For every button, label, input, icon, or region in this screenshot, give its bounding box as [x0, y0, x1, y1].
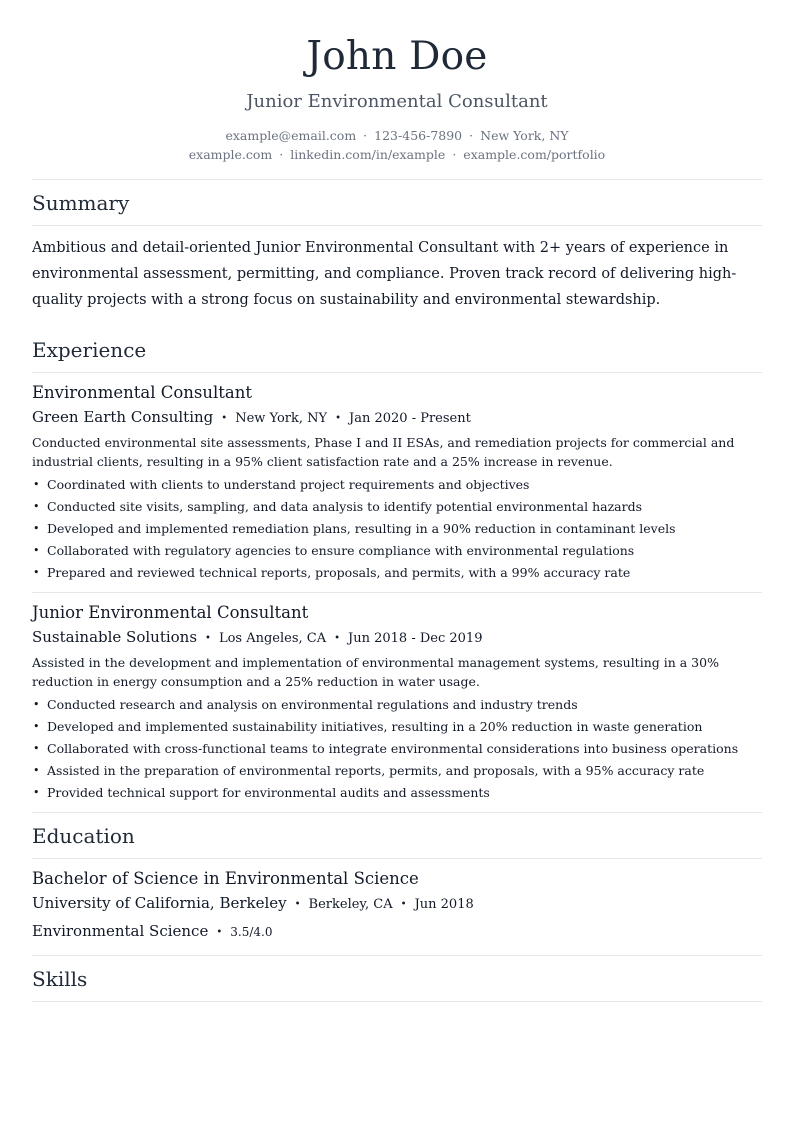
bullet-text: Prepared and reviewed technical reports, proposals, and permits, with a 99% accuracy rate [47, 565, 631, 580]
bullet-glyph: • [33, 786, 40, 799]
graduation-date: Jun 2018 [414, 897, 474, 912]
location-text: New York, NY [480, 128, 569, 143]
job-bullets [32, 694, 762, 804]
experience-item [32, 382, 762, 584]
bullet-item [32, 782, 762, 804]
divider [32, 858, 762, 859]
portfolio-link[interactable]: example.com/portfolio [463, 147, 606, 162]
school-location: Berkeley, CA [308, 897, 393, 912]
skills-heading-wrap [32, 956, 762, 1001]
bullet-text: Conducted site visits, sampling, and data analysis to identify potential environmental hazards [47, 499, 643, 514]
experience-heading-wrap [32, 327, 762, 372]
bullet-text: Collaborated with regulatory agencies to ensure compliance with environmental regulations [47, 543, 635, 558]
divider [32, 592, 762, 593]
gpa-value: 3.5/4.0 [230, 925, 273, 939]
summary-heading-wrap [32, 180, 762, 225]
bullet-glyph: • [33, 764, 40, 777]
bullet-item [32, 760, 762, 782]
candidate-name: John Doe [306, 34, 488, 79]
bullet-text: Conducted research and analysis on environmental regulations and industry trends [47, 697, 578, 712]
bullet-item [32, 518, 762, 540]
job-description: Assisted in the development and implementation of environmental management systems, resulting in a 30% reduction in energy consumption and a 25% reduction in water usage. [32, 655, 719, 689]
bullet-item [32, 496, 762, 518]
meta-separator: • [216, 927, 223, 938]
education-heading-wrap [32, 813, 762, 858]
meta-separator: • [294, 899, 301, 910]
section-title-experience: Experience [32, 338, 147, 362]
divider [32, 1001, 762, 1002]
candidate-title: Junior Environmental Consultant [246, 91, 548, 112]
job-location: Los Angeles, CA [218, 631, 327, 646]
bullet-text: Developed and implemented remediation plans, resulting in a 90% reduction in contaminant levels [47, 521, 676, 536]
bullet-text: Coordinated with clients to understand project requirements and objectives [47, 477, 530, 492]
bullet-item [32, 694, 762, 716]
bullet-item [32, 738, 762, 760]
job-location: New York, NY [235, 411, 328, 426]
divider [32, 225, 762, 226]
experience-item [32, 602, 762, 804]
phone-number[interactable]: 123-456-7890 [374, 128, 463, 143]
section-title-skills: Skills [32, 967, 88, 991]
job-dates: Jan 2020 - Present [349, 411, 471, 426]
experience-section [32, 327, 762, 813]
job-title: Junior Environmental Consultant [32, 603, 309, 622]
linkedin-link[interactable]: linkedin.com/in/example [290, 147, 446, 162]
bullet-glyph: • [33, 566, 40, 579]
spacer [32, 942, 762, 955]
bullet-item [32, 562, 762, 584]
job-meta [32, 628, 762, 648]
bullet-item [32, 474, 762, 496]
contact-separator: · [363, 128, 368, 143]
bullet-text: Collaborated with cross-functional teams to integrate environmental considerations into business operations [47, 741, 739, 756]
bullet-glyph: • [33, 544, 40, 557]
bullet-glyph: • [33, 522, 40, 535]
resume-page [32, 0, 762, 1002]
bullet-item [32, 716, 762, 738]
company-name: Sustainable Solutions [32, 628, 198, 646]
resume-header [32, 0, 762, 164]
job-meta [32, 408, 762, 428]
website-link[interactable]: example.com [188, 147, 273, 162]
school-name: University of California, Berkeley [32, 894, 287, 912]
education-meta [32, 894, 762, 914]
summary-text: Ambitious and detail-oriented Junior Environmental Consultant with 2+ years of experience in environmental assessment, permitting, and compliance. Proven track record of delivering high-quality projects with a strong focus on sustainability and environmental stewardship. [32, 240, 737, 308]
meta-separator: • [335, 413, 342, 424]
meta-separator: • [334, 633, 341, 644]
meta-separator: • [221, 413, 228, 424]
bullet-glyph: • [33, 500, 40, 513]
company-name: Green Earth Consulting [32, 408, 214, 426]
contact-separator: · [279, 147, 284, 162]
meta-separator: • [400, 899, 407, 910]
section-title-summary: Summary [32, 191, 130, 215]
education-item [32, 868, 762, 942]
bullet-glyph: • [33, 698, 40, 711]
contact-line-1 [32, 126, 762, 145]
spacer [32, 313, 762, 327]
bullet-text: Developed and implemented sustainability initiatives, resulting in a 20% reduction in waste generation [47, 719, 703, 734]
bullet-glyph: • [33, 720, 40, 733]
bullet-text: Provided technical support for environmental audits and assessments [47, 785, 490, 800]
job-description: Conducted environmental site assessments, Phase I and II ESAs, and remediation projects for commercial and industrial clients, resulting in a 95% client satisfaction rate and a 25% increase in revenue. [32, 435, 735, 469]
section-title-education: Education [32, 824, 135, 848]
contact-separator: · [469, 128, 474, 143]
meta-separator: • [205, 633, 211, 644]
bullet-item [32, 540, 762, 562]
job-dates: Jun 2018 - Dec 2019 [348, 631, 483, 646]
bullet-text: Assisted in the preparation of environmental reports, permits, and proposals, with a 95% accuracy rate [47, 763, 705, 778]
skills-section [32, 956, 762, 1002]
job-bullets [32, 474, 762, 584]
summary-section [32, 180, 762, 313]
contact-line-2 [32, 145, 762, 164]
education-section [32, 813, 762, 956]
bullet-glyph: • [33, 742, 40, 755]
divider [32, 372, 762, 373]
bullet-glyph: • [33, 478, 40, 491]
contact-info [32, 126, 762, 164]
contact-separator: · [452, 147, 457, 162]
email-link[interactable]: example@email.com [225, 128, 357, 143]
education-details [32, 922, 762, 942]
degree-title: Bachelor of Science in Environmental Science [32, 869, 419, 888]
job-title: Environmental Consultant [32, 383, 253, 402]
field-of-study: Environmental Science [32, 922, 209, 940]
